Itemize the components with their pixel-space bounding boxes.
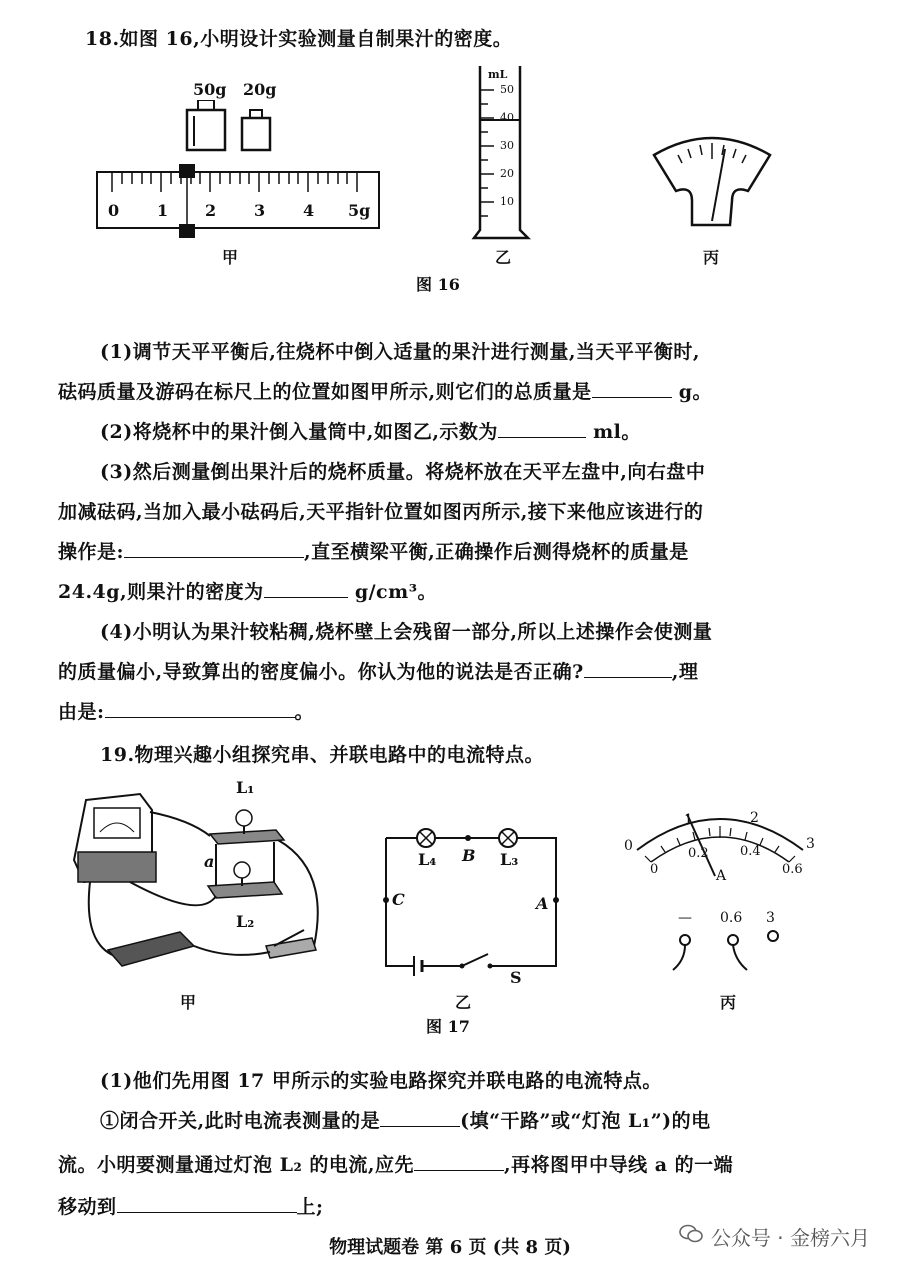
fig17-jia-label-l1: L₁	[236, 778, 255, 797]
weight-50g-label: 50g	[193, 80, 227, 99]
fig16-jia-label: 甲	[222, 248, 239, 267]
scale-label-0: 0	[108, 201, 120, 220]
watermark-text: 公众号 · 金榜六月	[710, 1226, 870, 1250]
fig17-yi-label-a: A	[536, 894, 549, 913]
physical-circuit-figure	[60, 790, 340, 980]
q18-p4-line2: 的质量偏小,导致算出的密度偏小。你认为他的说法是否正确? ,理	[58, 661, 699, 683]
answer-blank-operation[interactable]	[124, 539, 304, 558]
q18-p1-line1: (1)调节天平平衡后,往烧杯中倒入适量的果汁进行测量,当天平平衡时,	[100, 341, 701, 363]
dial-top-2: 2	[750, 810, 759, 826]
q19-p2: ①闭合开关,此时电流表测量的是 (填“干路”或“灯泡 L₁”)的电	[100, 1110, 711, 1132]
ammeter-dial	[615, 800, 825, 980]
wechat-icon	[679, 1224, 703, 1249]
fig17-yi-label-c: C	[392, 890, 405, 909]
fig17-jia-label-l2: L₂	[236, 912, 255, 931]
fig17-yi-label: 乙	[455, 993, 472, 1012]
dial-top-1: 1	[684, 812, 693, 828]
terminal-0-6: 0.6	[720, 910, 743, 926]
fig17-caption: 图 17	[426, 1017, 470, 1036]
answer-blank-reason[interactable]	[105, 699, 295, 718]
q19-p1: (1)他们先用图 17 甲所示的实验电路探究并联电路的电流特点。	[100, 1070, 662, 1092]
dial-top-0: 0	[624, 838, 633, 854]
cylinder-tick-30: 30	[500, 139, 514, 152]
page-footer: 物理试题卷 第 6 页 (共 8 页)	[329, 1237, 571, 1258]
q19-title: 19.物理兴趣小组探究串、并联电路中的电流特点。	[100, 744, 545, 766]
q18-p4-line1: (4)小明认为果汁较粘稠,烧杯壁上会残留一部分,所以上述操作会使测量	[100, 621, 713, 643]
scale-label-3: 3	[254, 201, 266, 220]
q18-p3-line4: 24.4g,则果汁的密度为 g/cm³。	[58, 581, 438, 603]
scale-label-2: 2	[205, 201, 217, 220]
cylinder-tick-50: 50	[500, 83, 514, 96]
q18-p2: (2)将烧杯中的果汁倒入量筒中,如图乙,示数为 ml。	[100, 421, 641, 443]
scale-label-1: 1	[157, 201, 169, 220]
terminal-negative: —	[678, 910, 692, 926]
dial-bottom-0-2: 0.2	[688, 846, 709, 861]
q18-p3-line1: (3)然后测量倒出果汁后的烧杯质量。将烧杯放在天平左盘中,向右盘中	[100, 461, 706, 483]
fig17-bing-label: 丙	[720, 993, 737, 1012]
fig17-yi-label-l3: L₃	[500, 850, 519, 869]
fig16-yi-label: 乙	[495, 248, 512, 267]
dial-bottom-0: 0	[650, 862, 659, 877]
scale-label-5g: 5g	[348, 201, 371, 220]
fig17-yi-label-l4: L₄	[418, 850, 437, 869]
fig16-bing-label: 丙	[703, 248, 720, 267]
dial-bottom-0-4: 0.4	[740, 844, 761, 859]
cylinder-tick-40: 40	[500, 111, 514, 124]
fig17-jia-label: 甲	[180, 993, 197, 1012]
q18-title: 18.如图 16,小明设计实验测量自制果汁的密度。	[85, 28, 513, 50]
answer-blank-measured[interactable]	[380, 1108, 460, 1127]
scale-label-4: 4	[303, 201, 315, 220]
balance-scale-figure	[90, 100, 390, 240]
cylinder-tick-20: 20	[500, 167, 514, 180]
dial-bottom-0-6: 0.6	[782, 862, 803, 877]
fig17-jia-label-a: a	[204, 852, 215, 871]
answer-blank-move-to[interactable]	[117, 1194, 297, 1213]
weight-20g-label: 20g	[243, 80, 277, 99]
cylinder-unit: mL	[488, 68, 508, 81]
answer-blank-first-step[interactable]	[414, 1152, 504, 1171]
q18-p3-line2: 加减砝码,当加入最小砝码后,天平指针位置如图丙所示,接下来他应该进行的	[58, 501, 704, 523]
balance-pointer-dial	[648, 125, 778, 235]
cylinder-tick-10: 10	[500, 195, 514, 208]
watermark	[679, 1222, 870, 1251]
q18-p3-line3: 操作是: ,直至横梁平衡,正确操作后测得烧杯的质量是	[58, 541, 689, 563]
dial-unit: A	[716, 868, 727, 884]
answer-blank-volume[interactable]	[498, 419, 586, 438]
q18-p4-line3: 由是: 。	[58, 701, 315, 723]
fig17-yi-label-s: S	[510, 968, 522, 987]
q19-p4: 移动到 上;	[58, 1196, 324, 1218]
answer-blank-correct[interactable]	[584, 659, 672, 678]
q18-p1-line2: 砝码质量及游码在标尺上的位置如图甲所示,则它们的总质量是 g。	[58, 381, 713, 403]
q19-p3: 流。小明要测量通过灯泡 L₂ 的电流,应先 ,再将图甲中导线 a 的一端	[58, 1154, 734, 1176]
fig16-caption: 图 16	[416, 275, 460, 294]
terminal-3: 3	[766, 910, 775, 926]
fig17-yi-label-b: B	[462, 846, 476, 865]
dial-top-3: 3	[806, 836, 815, 852]
answer-blank-mass[interactable]	[592, 379, 672, 398]
answer-blank-density[interactable]	[264, 579, 348, 598]
